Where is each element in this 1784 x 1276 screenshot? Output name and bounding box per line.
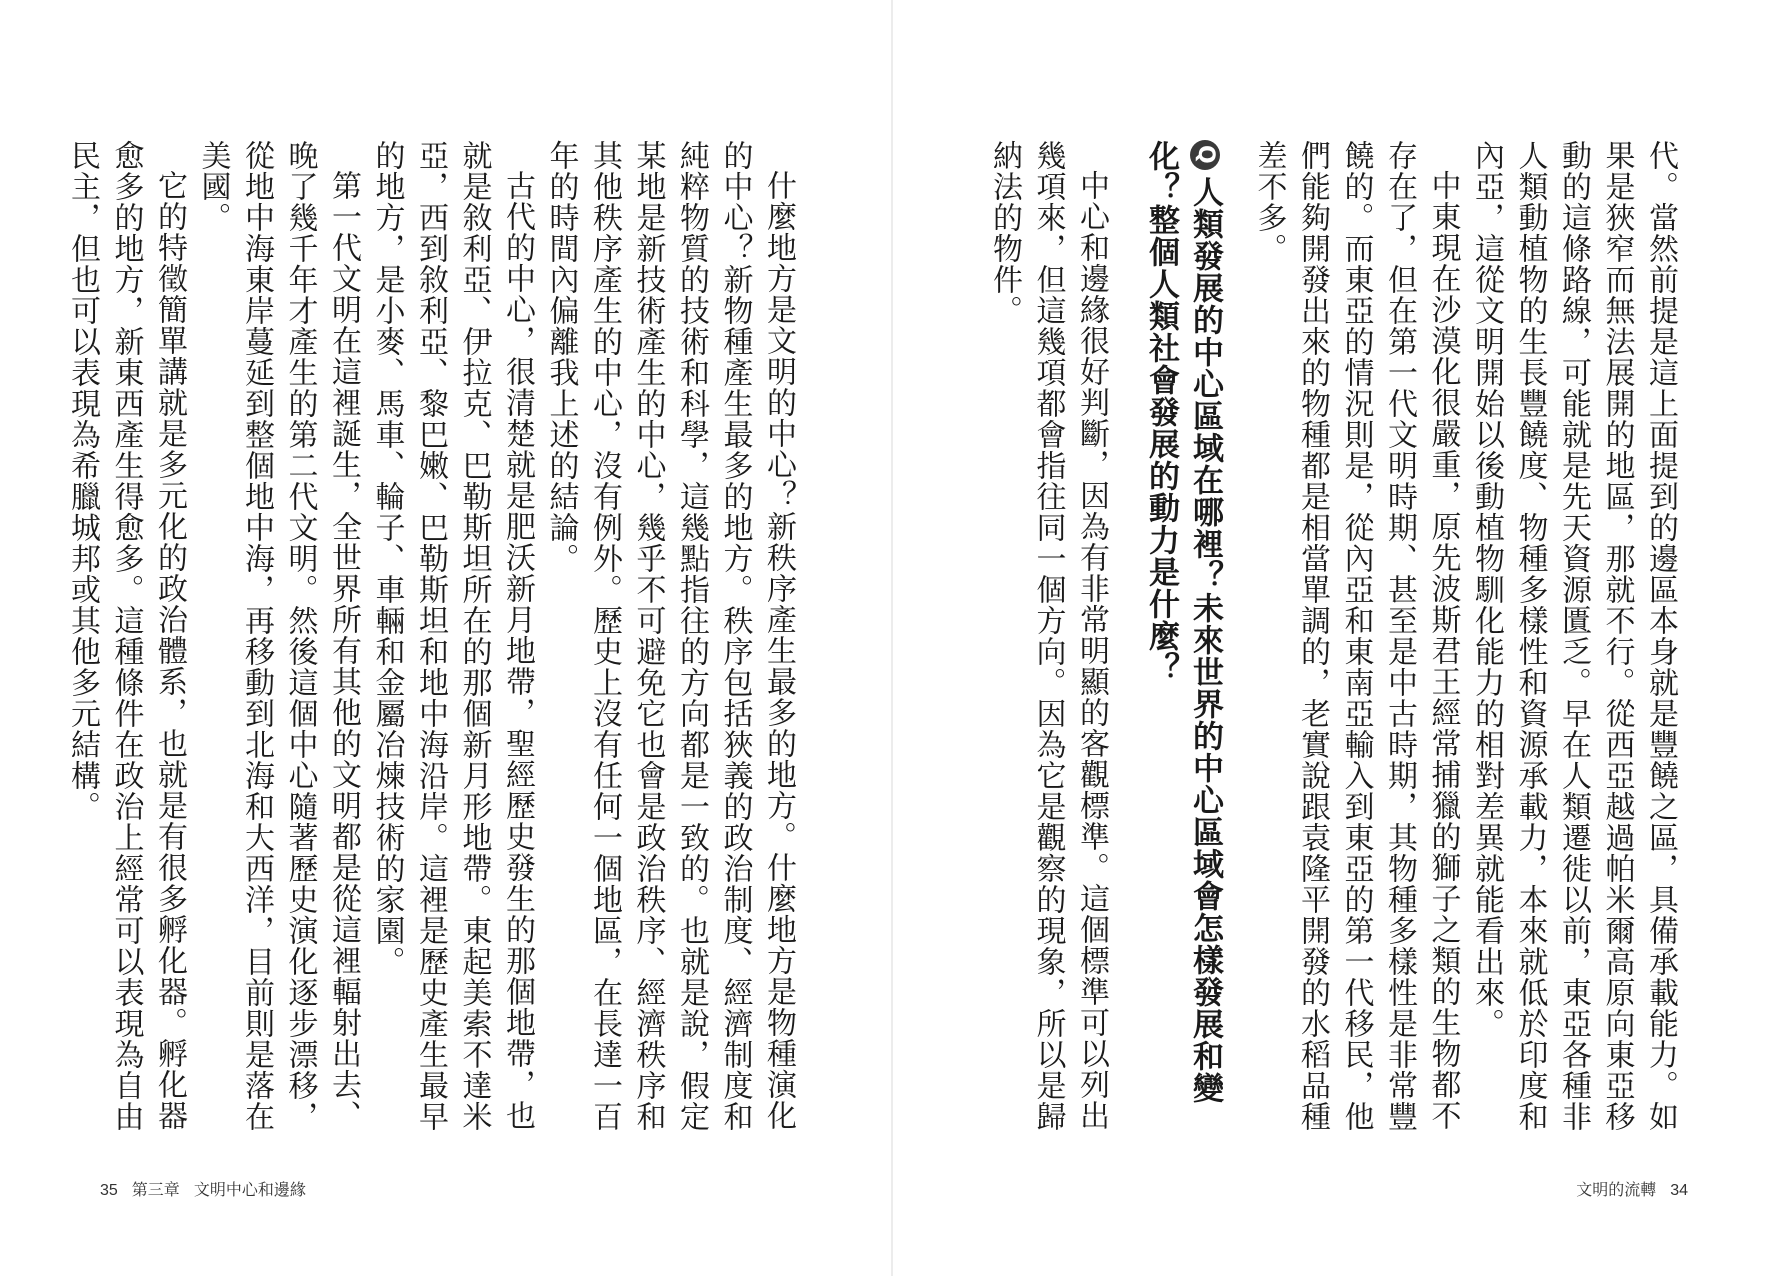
left-paragraph-1: 什麼地方是文明的中心？新秩序產生最多的地方。什麼地方是物種演化的中心？新物種產生最多的地方。秩序包括狹義的政治制度、經濟制度和純粹物質的技術和科學，這幾點指往的方向都是一致的。也就是說，假定某地是新技術產生的中心，幾乎不可避免它也會是政治秩序、經濟秩序和其他秩序產生的中心，沒有例外。歷史上沒有任何一個地區，在長達一百年的時間內偏離我上述的結論。 <box>543 140 796 1132</box>
answer-paragraph-1: 中心和邊緣很好判斷，因為有非常明顯的客觀標準。這個標準可以列出幾項來，但這幾項都會指往同一個方向。因為它是觀察的現象，所以是歸納法的物件。 <box>987 140 1109 1132</box>
right-paragraph-1: 代。當然前提是這上面提到的邊區本身就是豐饒之區，具備承載能力。如果是狹窄而無法展開的地區，那就不行。從西亞越過帕米爾高原向東亞移動的這條路線，可能就是先天資源匱乏。早在人類遷徙以前，東亞各種非人類動植物的生長豐饒度、物種多樣性和資源承載力，本來就低於印度和內亞，這從文明開始以後動植物馴化能力的相對差異就能看出來。 <box>1469 140 1678 1132</box>
book-title: 文明的流轉 <box>1576 1182 1657 1199</box>
left-paragraph-3: 第一代文明在這裡誕生，全世界所有其他的文明都是從這裡輻射出去、晚了幾千年才產生的第二代文明。然後這個中心隨著歷史演化逐步漂移，從地中海東岸蔓延到整個地中海，再移動到北海和大西洋，目前則是落在美國。 <box>195 140 361 1132</box>
left-page-footer <box>100 1177 306 1200</box>
chapter-label: 第三章 <box>131 1182 180 1199</box>
right-page-body <box>922 140 1682 1140</box>
question-text: 人類發展的中心區域在哪裡？未來世界的中心區域會怎樣發展和變化？整個人類社會發展的動力是什麼？ <box>1143 140 1223 1104</box>
right-page-number: 34 <box>1670 1182 1688 1199</box>
chapter-title: 文明中心和邊緣 <box>193 1182 306 1199</box>
question-badge-icon: Q <box>1190 140 1220 170</box>
left-page-body <box>40 140 800 1140</box>
left-paragraph-2: 古代的中心，很清楚就是肥沃新月地帶，聖經歷史發生的那個地帶，也就是敘利亞、伊拉克、巴勒斯坦所在的那個新月形地帶。東起美索不達米亞，西到敘利亞、黎巴嫩、巴勒斯坦和地中海沿岸。這裡是歷史產生最早的地方，是小麥、馬車、輪子、車輛和金屬冶煉技術的家園。 <box>369 140 535 1132</box>
question-heading <box>1139 140 1227 1140</box>
right-paragraph-2: 中東現在沙漠化很嚴重，原先波斯君王經常捕獵的獅子之類的生物都不存在了，但在第一代文明時期、甚至是中古時期，其物種多樣性是非常豐饒的。而東亞的情況則是，從內亞和東南亞輸入到東亞的第一代移民，他們能夠開發出來的物種都是相當單調的，老實說跟袁隆平開發的水稻品種差不多。 <box>1251 140 1461 1132</box>
right-page-footer <box>1576 1177 1702 1200</box>
left-paragraph-4: 它的特徵簡單講就是多元化的政治體系，也就是有很多孵化器。孵化器愈多的地方，新東西產生得愈多。這種條件在政治上經常可以表現為自由民主，但也可以表現為希臘城邦或其他多元結構。 <box>65 140 187 1132</box>
right-page <box>892 0 1784 1276</box>
left-page-number: 35 <box>100 1182 118 1199</box>
